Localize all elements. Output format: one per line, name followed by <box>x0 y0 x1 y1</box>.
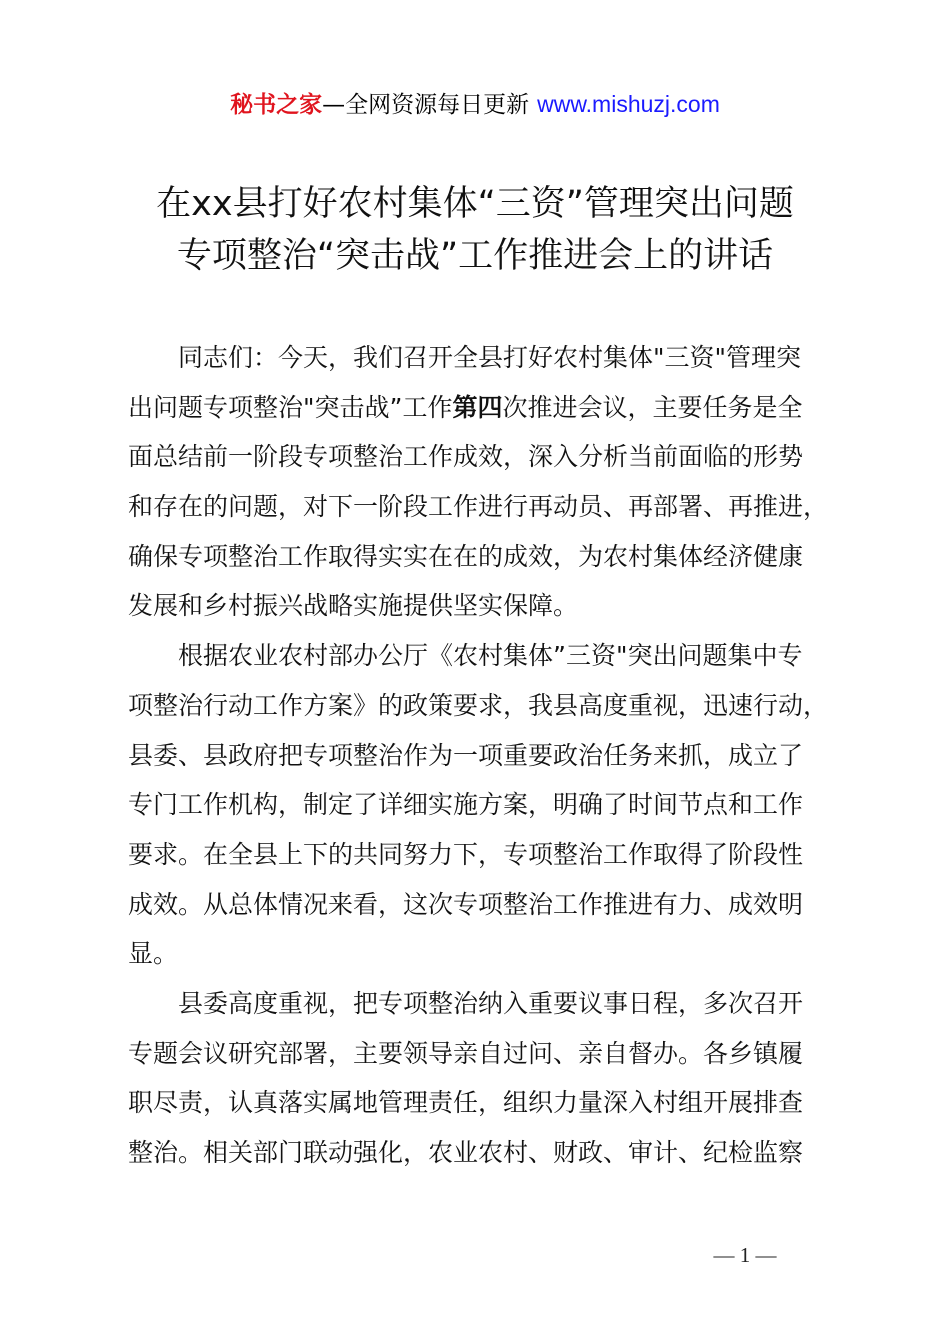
paragraph-1-line-1: 同志们：今天，我们召开全县打好农村集体"三资"管理突 <box>178 343 802 372</box>
paragraph-2-line-4: 专门工作机构，制定了详细实施方案，明确了时间节点和工作 <box>128 790 804 820</box>
header-tagline: 全网资源每日更新 <box>345 92 530 118</box>
paragraph-3-line-4: 整治。相关部门联动强化，农业农村、财政、审计、纪检监察 <box>128 1138 804 1167</box>
paragraph-1-line-5: 确保专项整治工作取得实实在在的成效，为农村集体经济健康 <box>128 541 804 571</box>
paragraph-3-line-1: 县委高度重视，把专项整治纳入重要议事日程，多次召开 <box>178 988 804 1018</box>
document-body <box>128 333 828 1178</box>
p1-l2-bold: 第四 <box>452 392 503 422</box>
title-line-2: 专项整治“突击战”工作推进会上的讲话 <box>176 236 774 276</box>
header-dash: — <box>322 92 346 118</box>
p1-l2-post: 次推进会议，主要任务是全 <box>502 392 803 422</box>
paragraph-2-line-2: 项整治行动工作方案》的政策要求，我县高度重视，迅速行动， <box>128 690 829 720</box>
p1-l2-pre: 出问题专项整治"突击战”工作 <box>128 392 453 422</box>
paragraph-2-line-6: 成效。从总体情况来看，这次专项整治工作推进有力、成效明 <box>128 889 804 919</box>
paragraph-1-line-4: 和存在的问题，对下一阶段工作进行再动员、再部署、再推进， <box>128 492 829 522</box>
document-title <box>60 178 890 282</box>
paragraph-2-line-3: 县委、县政府把专项整治作为一项重要政治任务来抓，成立了 <box>128 740 804 770</box>
brand-name: 秘书之家 <box>230 92 323 118</box>
paragraph-2-line-5: 要求。在全县上下的共同努力下，专项整治工作取得了阶段性 <box>128 839 804 869</box>
paragraph-1-line-6: 发展和乡村振兴战略实施提供坚实保障。 <box>128 591 579 621</box>
paragraph-2-line-1: 根据农业农村部办公厅《农村集体”三资"突出问题集中专 <box>178 641 803 671</box>
site-url-link[interactable]: www.mishuzj.com <box>537 91 720 117</box>
page-number: — 1 — <box>713 1243 777 1267</box>
site-header-banner <box>0 88 950 121</box>
paragraph-3-line-3: 职尽责，认真落实属地管理责任，组织力量深入村组开展排查 <box>128 1088 804 1118</box>
paragraph-2-line-7: 显。 <box>128 939 179 969</box>
paragraph-3-line-2: 专题会议研究部署，主要领导亲自过问、亲自督办。各乡镇履 <box>128 1038 804 1068</box>
paragraph-1-line-2 <box>128 383 828 433</box>
paragraph-1-line-3: 面总结前一阶段专项整治工作成效，深入分析当前面临的形势 <box>128 442 804 472</box>
title-line-1: 在xx县打好农村集体“三资”管理突出问题 <box>156 184 794 224</box>
